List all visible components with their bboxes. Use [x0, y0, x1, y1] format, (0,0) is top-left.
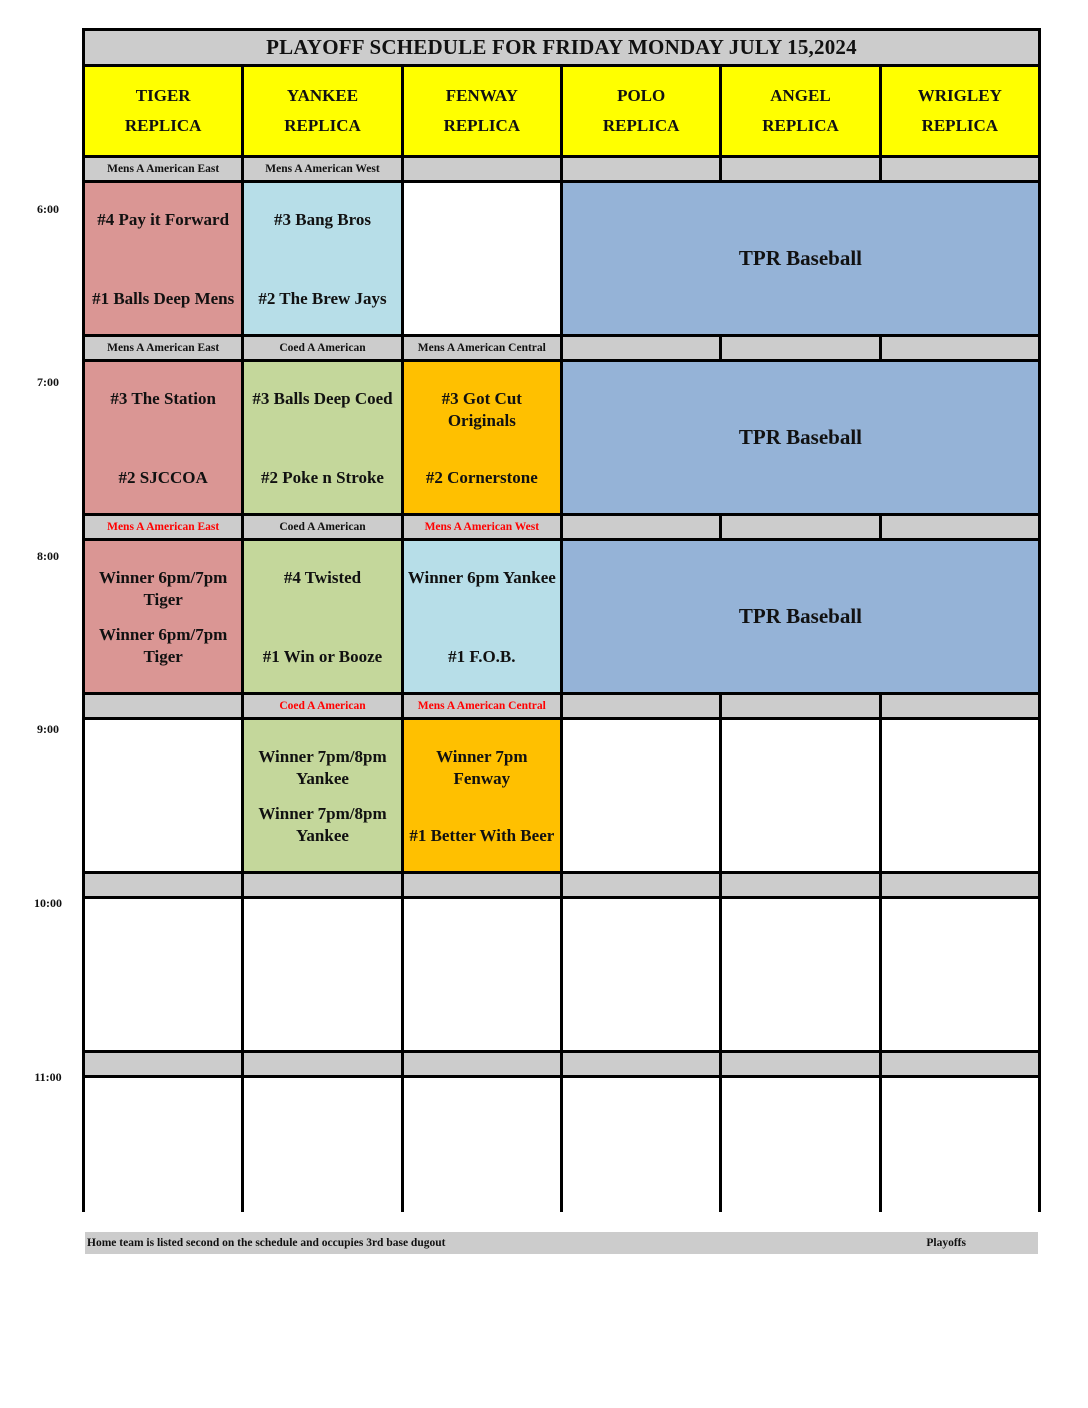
empty-cell [404, 1078, 560, 1229]
empty-cell [404, 183, 560, 334]
division-label [882, 874, 1038, 896]
game-cell [404, 362, 560, 513]
empty-cell [404, 899, 560, 1050]
game-cell [85, 362, 241, 513]
empty-cell [244, 1078, 400, 1229]
empty-cell [85, 720, 241, 871]
home-team: Winner 7pm/8pm Yankee [258, 804, 387, 845]
tpr-block: TPR Baseball [563, 362, 1038, 513]
time-label: 8:00 [37, 549, 59, 563]
game-cell [244, 541, 400, 692]
field-sub: REPLICA [284, 116, 361, 135]
time-label: 7:00 [37, 375, 59, 389]
field-header-yankee [244, 67, 400, 155]
home-team: #2 Cornerstone [425, 468, 538, 487]
home-team: #1 F.O.B. [448, 647, 516, 666]
empty-cell [722, 720, 878, 871]
tpr-block: TPR Baseball [563, 183, 1038, 334]
division-label [404, 874, 560, 896]
division-label [85, 695, 241, 717]
time-column [0, 0, 82, 1408]
field-sub: REPLICA [443, 116, 521, 135]
division-label [722, 337, 878, 359]
field-header-polo [563, 67, 719, 155]
field-header-wrigley [882, 67, 1038, 155]
empty-cell [244, 899, 400, 1050]
game-cell [404, 720, 560, 871]
field-header-fenway [404, 67, 560, 155]
division-label [563, 516, 719, 538]
empty-cell [722, 899, 878, 1050]
empty-cell [85, 1078, 241, 1229]
footer-bar [85, 1232, 1038, 1254]
division-label: Mens A American West [404, 516, 560, 538]
game-cell [244, 362, 400, 513]
field-name: FENWAY [445, 86, 518, 105]
empty-cell [563, 1078, 719, 1229]
home-team: #1 Better With Beer [409, 826, 555, 845]
empty-cell [722, 1078, 878, 1229]
empty-cell [563, 720, 719, 871]
division-label [563, 1053, 719, 1075]
home-team: #2 Poke n Stroke [261, 468, 384, 487]
division-label [563, 874, 719, 896]
game-cell [244, 720, 400, 871]
division-label [244, 1053, 400, 1075]
division-label: Mens A American Central [404, 695, 560, 717]
division-label [85, 874, 241, 896]
division-label [563, 158, 719, 180]
division-label: Mens A American East [85, 337, 241, 359]
field-name: YANKEE [286, 86, 359, 105]
footer-note: Home team is listed second on the schedule and occupies 3rd base dugout [87, 1237, 446, 1249]
game-cell [244, 183, 400, 334]
away-team: #3 Bang Bros [273, 210, 371, 229]
division-label [882, 158, 1038, 180]
division-label [563, 695, 719, 717]
division-label [404, 1053, 560, 1075]
home-team: #1 Balls Deep Mens [92, 289, 235, 308]
away-team: #4 Pay it Forward [97, 210, 230, 229]
away-team: #3 Balls Deep Coed [252, 389, 393, 408]
empty-cell [882, 899, 1038, 1050]
time-label: 6:00 [37, 202, 59, 216]
field-header-angel [722, 67, 878, 155]
division-label: Coed A American [244, 516, 400, 538]
division-label [882, 337, 1038, 359]
field-sub: REPLICA [762, 116, 839, 135]
division-label [722, 1053, 878, 1075]
home-team: #2 The Brew Jays [258, 289, 387, 308]
field-name: TIGER [135, 86, 191, 105]
home-team: #2 SJCCOA [118, 468, 208, 487]
away-team: #3 The Station [110, 389, 216, 408]
time-label: 10:00 [34, 896, 62, 910]
game-cell [85, 541, 241, 692]
division-label: Coed A American [244, 337, 400, 359]
division-label [722, 874, 878, 896]
game-cell [404, 541, 560, 692]
home-team: #1 Win or Booze [262, 647, 383, 666]
empty-cell [563, 899, 719, 1050]
division-label: Mens A American Central [404, 337, 560, 359]
field-name: POLO [617, 86, 666, 105]
field-name: WRIGLEY [917, 86, 1002, 105]
division-label: Mens A American East [85, 516, 241, 538]
footer-label: Playoffs [926, 1237, 966, 1249]
empty-cell [85, 899, 241, 1050]
division-label [722, 516, 878, 538]
division-label [244, 874, 400, 896]
division-label [85, 1053, 241, 1075]
field-sub: REPLICA [124, 116, 202, 135]
division-label [722, 695, 878, 717]
field-header-tiger [85, 67, 241, 155]
time-label: 9:00 [37, 722, 59, 736]
field-sub: REPLICA [921, 116, 999, 135]
page-title: PLAYOFF SCHEDULE FOR FRIDAY MONDAY JULY 15,2024 [85, 31, 1038, 64]
away-team: Winner 6pm/7pm Tiger [99, 568, 228, 609]
game-cell [85, 183, 241, 334]
away-team: Winner 7pm/8pm Yankee [258, 747, 387, 788]
away-team: #4 Twisted [283, 568, 362, 587]
division-label [882, 695, 1038, 717]
division-label: Mens A American East [85, 158, 241, 180]
time-label: 11:00 [34, 1070, 62, 1084]
division-label [882, 516, 1038, 538]
empty-cell [882, 1078, 1038, 1229]
division-label [563, 337, 719, 359]
away-team: Winner 7pm Fenway [436, 747, 528, 788]
field-sub: REPLICA [602, 116, 680, 135]
away-team: #3 Got Cut Originals [441, 389, 522, 430]
field-name: ANGEL [770, 86, 831, 105]
division-label: Mens A American West [244, 158, 400, 180]
division-label [722, 158, 878, 180]
home-team: Winner 6pm/7pm Tiger [99, 625, 228, 666]
away-team: Winner 6pm Yankee [407, 568, 556, 587]
division-label [882, 1053, 1038, 1075]
division-label: Coed A American [244, 695, 400, 717]
empty-cell [882, 720, 1038, 871]
tpr-block: TPR Baseball [563, 541, 1038, 692]
division-label [404, 158, 560, 180]
schedule-table [82, 28, 1041, 1249]
